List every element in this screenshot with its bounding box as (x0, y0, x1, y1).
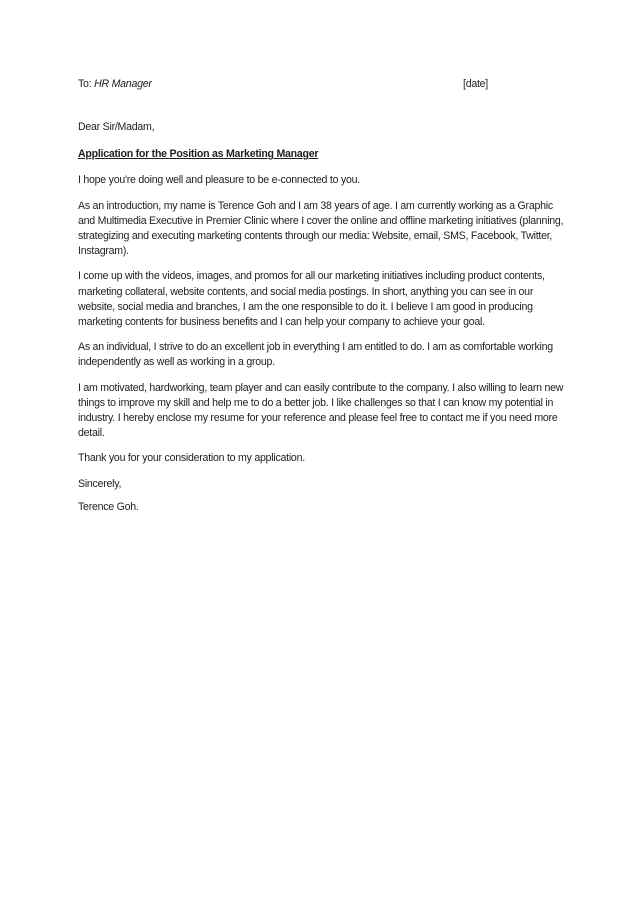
recipient-line (78, 77, 566, 93)
recipient (78, 77, 152, 92)
paragraph-individual: As an individual, I strive to do an excellent job in everything I am entitled to do. I am as comfortable working independently as well as working in a group. (78, 341, 553, 369)
letter-date: [date] (463, 78, 489, 90)
paragraph-introduction: As an introduction, my name is Terence Goh and I am 38 years of age. I am currently working as a Graphic and Multimedia Executive in Premier Clinic where I cover the online and offline marketing initiatives (planning, strategizing and executing marketing contents through our media: Website, email, SMS, Facebook, Twitter, Instagram). (78, 199, 564, 258)
subject-line: Application for the Position as Marketing Manager (78, 148, 319, 161)
paragraph-thanks: Thank you for your consideration to my application. (78, 452, 305, 465)
recipient-name: HR Manager (94, 78, 152, 90)
paragraph-greeting: I hope you're doing well and pleasure to be e-connected to you. (78, 174, 360, 187)
paragraph-responsibilities: I come up with the videos, images, and promos for all our marketing initiatives including product contents, marketing collateral, website contents, and social media postings. In short, anything you can see in our website, social media and branches, I am the one responsible to do it. I believe I am good in producing marketing contents for business benefits and I can help your company to achieve your goal. (78, 270, 545, 329)
recipient-label: To: (78, 78, 92, 90)
signature-name: Terence Goh. (78, 500, 139, 513)
salutation: Dear Sir/Madam, (78, 121, 155, 133)
closing: Sincerely, (78, 477, 122, 490)
paragraph-motivation: I am motivated, hardworking, team player and can easily contribute to the company. I also willing to learn new things to improve my skill and help me to do a better job. I like challenges so that I can know my potential in industry. I hereby enclose my resume for your reference and please feel free to contact me if you need more detail. (78, 381, 564, 440)
letter-body (78, 77, 566, 515)
